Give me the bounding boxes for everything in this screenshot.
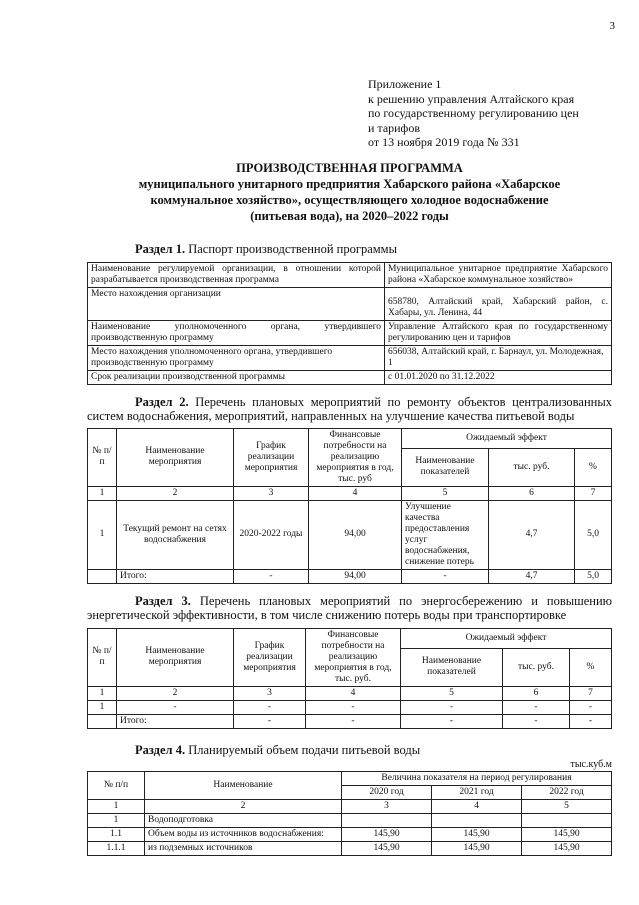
cell: - [306, 714, 401, 728]
cell: Итого: [117, 569, 234, 583]
table-row [88, 827, 612, 841]
cell: Наименование уполномоченного органа, утвердившего производственную программу [88, 320, 385, 345]
table-row [88, 500, 612, 569]
title-line: коммунальное хозяйство», осуществляющего холодное водоснабжение [150, 192, 549, 207]
cell: 658780, Алтайский край, Хабарский район, с. Хабары, ул. Ленина, 44 [385, 287, 612, 320]
cell: - [234, 569, 309, 583]
cell: - [503, 700, 570, 714]
cell: - [402, 569, 489, 583]
section-label: Раздел 3. [135, 593, 191, 608]
section-label: Раздел 2. [135, 394, 189, 409]
header-cell: 2022 год [522, 785, 612, 799]
annex-line: Приложение 1 [368, 77, 442, 91]
cell: Объем воды из источников водоснабжения: [145, 827, 342, 841]
cell: 5,0 [575, 569, 612, 583]
annex-block [368, 77, 612, 150]
cell: 94,00 [309, 500, 402, 569]
cell [522, 813, 612, 827]
table-row [88, 686, 612, 700]
cell: - [570, 700, 612, 714]
header-cell: 2021 год [432, 785, 522, 799]
cell: Водоподготовка [145, 813, 342, 827]
cell: 4,7 [489, 569, 575, 583]
cell: 145,90 [522, 827, 612, 841]
section-label: Раздел 4. [135, 742, 186, 757]
cell [88, 714, 117, 728]
section-label: Раздел 1. [135, 241, 186, 256]
cell: 145,90 [342, 827, 432, 841]
table-row [88, 813, 612, 827]
cell: 4 [306, 686, 401, 700]
table-row [88, 486, 612, 500]
section-title: Перечень плановых мероприятий по энергосбережению и повышению энергетической эффективности, в том числе снижению потерь воды при транспортировке [87, 593, 613, 622]
cell: 1.1.1 [88, 841, 145, 855]
cell: - [117, 700, 234, 714]
cell: 5,0 [575, 500, 612, 569]
total-row [88, 569, 612, 583]
header-cell: Финансовые потребности на реализацию мероприятия в год, тыс. руб. [306, 628, 401, 686]
cell: - [234, 714, 306, 728]
cell: 3 [234, 686, 306, 700]
table-row [88, 700, 612, 714]
cell: 6 [489, 486, 575, 500]
cell [342, 813, 432, 827]
annex-line: по государственному регулированию цен [368, 106, 579, 120]
cell: 145,90 [432, 841, 522, 855]
header-cell: Наименование показателей [402, 449, 489, 486]
section-2-heading [87, 395, 612, 423]
cell: Итого: [117, 714, 234, 728]
cell: 1 [88, 486, 117, 500]
cell: из подземных источников [145, 841, 342, 855]
cell: 4 [309, 486, 402, 500]
cell: 656038, Алтайский край, г. Барнаул, ул. Молодежная, 1 [385, 345, 612, 370]
cell: 1 [88, 813, 145, 827]
annex-line: и тарифов [368, 120, 421, 135]
cell: 7 [575, 486, 612, 500]
cell: 1 [88, 686, 117, 700]
cell: 2 [117, 686, 234, 700]
header-cell: % [575, 449, 612, 486]
header-cell: Ожидаемый эффект [401, 628, 612, 649]
title-line: муниципального унитарного предприятия Хабарского района «Хабарское [138, 176, 561, 191]
header-cell: тыс. руб. [489, 449, 575, 486]
cell: 5 [522, 799, 612, 813]
cell: Наименование регулируемой организации, в отношении которой разрабатывается производственная программа [88, 262, 385, 287]
cell: 5 [402, 486, 489, 500]
cell: 1 [88, 500, 117, 569]
cell: Управление Алтайского края по государственному регулированию цен и тарифов [385, 320, 612, 345]
cell: 4,7 [489, 500, 575, 569]
cell: 4 [432, 799, 522, 813]
cell: - [503, 714, 570, 728]
header-cell: Наименование [145, 771, 342, 799]
cell: Текущий ремонт на сетях водоснабжения [117, 500, 234, 569]
cell: 7 [570, 686, 612, 700]
table-row [88, 841, 612, 855]
section-title: Перечень плановых мероприятий по ремонту объектов централизованных систем водоснабжения, мероприятий, направленных на улучшение качества питьевой воды [87, 394, 612, 423]
section-title: Планируемый объем подачи питьевой воды [188, 742, 421, 757]
cell: 94,00 [309, 569, 402, 583]
water-supply-volume-table [87, 771, 612, 856]
header-cell: Ожидаемый эффект [402, 428, 612, 449]
header-cell: Величина показателя на период регулирования [342, 771, 612, 785]
cell: 6 [503, 686, 570, 700]
header-cell: График реализации мероприятия [234, 628, 306, 686]
passport-table [87, 262, 612, 385]
cell [432, 813, 522, 827]
cell: 145,90 [522, 841, 612, 855]
cell: 145,90 [342, 841, 432, 855]
document-title [87, 160, 612, 224]
table-row [88, 799, 612, 813]
cell: 1.1 [88, 827, 145, 841]
title-line: ПРОИЗВОДСТВЕННАЯ ПРОГРАММА [236, 160, 463, 175]
page-number: 3 [609, 20, 615, 32]
header-cell: № п/п [88, 628, 117, 686]
section-title: Паспорт производственной программы [188, 241, 397, 256]
cell: 5 [401, 686, 503, 700]
cell: - [570, 714, 612, 728]
cell: 145,90 [432, 827, 522, 841]
cell: 1 [88, 700, 117, 714]
header-cell: График реализации мероприятия [234, 428, 309, 486]
cell: - [401, 700, 503, 714]
cell: - [306, 700, 401, 714]
cell: 2 [117, 486, 234, 500]
cell: 1 [88, 799, 145, 813]
energy-saving-table [87, 628, 612, 729]
title-line: (питьевая вода), на 2020–2022 годы [250, 208, 449, 223]
header-cell: 2020 год [342, 785, 432, 799]
section-3-heading [87, 594, 612, 622]
section-4-heading [135, 743, 612, 757]
cell [88, 569, 117, 583]
header-cell: % [570, 649, 612, 686]
section-1-heading [135, 242, 612, 256]
cell: 3 [234, 486, 309, 500]
header-cell: Финансовые потребности на реализацию мероприятия в год, тыс. руб [309, 428, 402, 486]
annex-line: к решению управления Алтайского края [368, 91, 575, 106]
cell: Место нахождения уполномоченного органа, утвердившего производственную программу [88, 345, 385, 370]
header-cell: Наименование мероприятия [117, 628, 234, 686]
cell: с 01.01.2020 по 31.12.2022 [385, 370, 612, 384]
annex-line: от 13 ноября 2019 года № 331 [368, 135, 520, 149]
repair-measures-table [87, 428, 612, 584]
header-cell: № п/п [88, 428, 117, 486]
header-cell: Наименование мероприятия [117, 428, 234, 486]
cell: 3 [342, 799, 432, 813]
cell: Муниципальное унитарное предприятие Хабарского района «Хабарское коммунальное хозяйство» [385, 262, 612, 287]
cell: 2020-2022 годы [234, 500, 309, 569]
cell: Срок реализации производственной программы [88, 370, 385, 384]
cell: - [401, 714, 503, 728]
total-row [88, 714, 612, 728]
header-cell: № п/п [88, 771, 145, 799]
header-cell: Наименование показателей [401, 649, 503, 686]
cell: Улучшение качества предоставления услуг водоснабжения, снижение потерь [402, 500, 489, 569]
cell: Место нахождения организации [88, 287, 385, 320]
units-label: тыс.куб.м [570, 758, 612, 770]
header-cell: тыс. руб. [503, 649, 570, 686]
cell: 2 [145, 799, 342, 813]
cell: - [234, 700, 306, 714]
